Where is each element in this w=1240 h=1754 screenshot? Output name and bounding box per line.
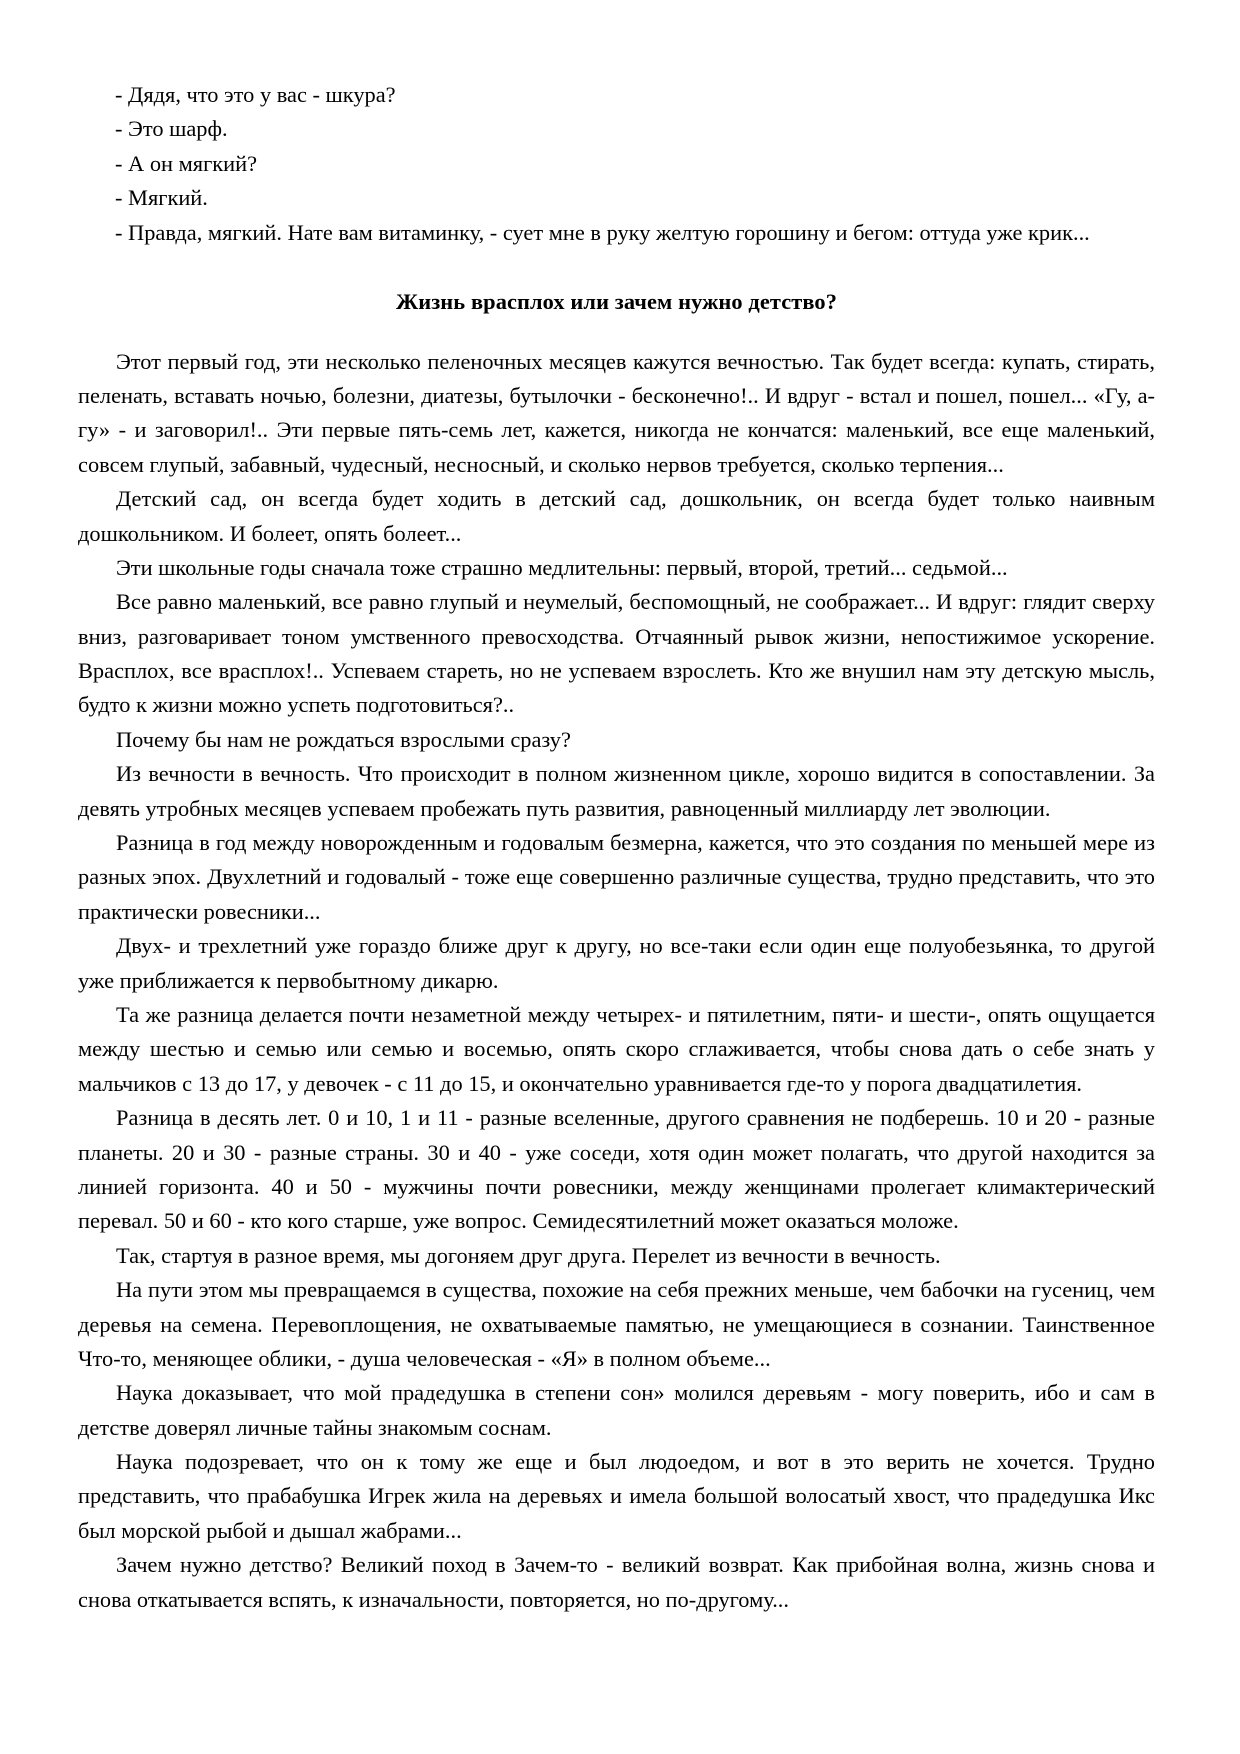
paragraph: Из вечности в вечность. Что происходит в полном жизненном цикле, хорошо видится в сопоставлении. За девять утробных месяцев успеваем пробежать путь развития, равноценный миллиарду лет эволюции. [78, 761, 1155, 821]
dialogue-line: - А он мягкий? [115, 150, 258, 176]
paragraph: На пути этом мы превращаемся в существа, похожие на себя прежних меньше, чем бабочки на гусениц, чем деревья на семена. Перевоплощения, не охватываемые памятью, не умещающиеся в сознании. Таинственное Что-то, меняющее облики, - душа человеческая - «Я» в полном объеме... [78, 1277, 1155, 1371]
dialogue-line: - Правда, мягкий. Нате вам витаминку, - сует мне в руку желтую горошину и бегом: оттуда уже крик... [115, 219, 1090, 245]
paragraph: Наука доказывает, что мой прадедушка в степени сон» молился деревьям - могу поверить, ибо и сам в детстве доверял личные тайны знакомым соснам. [78, 1380, 1155, 1440]
paragraph: Двух- и трехлетний уже гораздо ближе друг к другу, но все-таки если один еще полуобезьянка, то другой уже приближается к первобытному дикарю. [78, 933, 1155, 993]
section-heading: Жизнь врасплох или зачем нужно детство? [395, 288, 838, 314]
dialogue-line: - Это шарф. [115, 116, 228, 142]
paragraph: Та же разница делается почти незаметной между четырех- и пятилетним, пяти- и шести-, опять ощущается между шестью и семью или семью и восемью, опять скоро сглаживается, чтобы снова дать о себе знать у мальчиков с 13 до 17, у девочек - с 11 до 15, и окончательно уравнивается где-то у порога двадцатилетия. [78, 1001, 1155, 1096]
paragraph: Наука подозревает, что он к тому же еще и был людоедом, и вот в это верить не хочется. Трудно представить, что прабабушка Игрек жила на деревьях и имела большой волосатый хвост, что прадедушка Икс был морской рыбой и дышал жабрами... [78, 1449, 1155, 1543]
document-body [78, 78, 1155, 1617]
prose-block [78, 345, 1155, 1617]
paragraph: Так, стартуя в разное время, мы догоняем друг друга. Перелет из вечности в вечность. [116, 1242, 941, 1268]
paragraph: Все равно маленький, все равно глупый и неумелый, беспомощный, не соображает... И вдруг: глядит сверху вниз, разговаривает тоном умственного превосходства. Отчаянный рывок жизни, непостижимое ускорение. Врасплох, все врасплох!.. Успеваем стареть, но не успеваем взрослеть. Кто же внушил нам эту детскую мысль, будто к жизни можно успеть подготовиться?.. [78, 589, 1155, 718]
paragraph: Этот первый год, эти несколько пеленочных месяцев кажутся вечностью. Так будет всегда: купать, стирать, пеленать, вставать ночью, болезни, диатезы, бутылочки - бесконечно!.. И вдруг - встал и пошел, пошел... «Гу, а-гу» - и заговорил!.. Эти первые пять-семь лет, кажется, никогда не кончатся: маленький, все еще маленький, совсем глупый, забавный, чудесный, несносный, и сколько нервов требуется, сколько терпения... [78, 348, 1155, 477]
paragraph: Разница в год между новорожденным и годовалым безмерна, кажется, что это создания по меньшей мере из разных эпох. Двухлетний и годовалый - тоже еще совершенно различные существа, трудно представить, что это практически ровесники... [78, 830, 1155, 924]
paragraph: Зачем нужно детство? Великий поход в Зачем-то - великий возврат. Как прибойная волна, жизнь снова и снова откатывается вспять, к изначальности, повторяется, но по-другому... [78, 1552, 1155, 1612]
paragraph: Разница в десять лет. 0 и 10, 1 и 11 - разные вселенные, другого сравнения не подберешь. 10 и 20 - разные планеты. 20 и 30 - разные страны. 30 и 40 - уже соседи, хотя один может полагать, что другой находится за линией горизонта. 40 и 50 - мужчины почти ровесники, между женщинами пролегает климактерический перевал. 50 и 60 - кто кого старше, уже вопрос. Семидесятилетний может оказаться моложе. [78, 1105, 1155, 1234]
paragraph: Эти школьные годы сначала тоже страшно медлительны: первый, второй, третий... седьмой... [116, 554, 1008, 580]
paragraph: Почему бы нам не рождаться взрослыми сразу? [116, 726, 571, 752]
paragraph: Детский сад, он всегда будет ходить в детский сад, дошкольник, он всегда будет только наивным дошкольником. И болеет, опять болеет... [78, 486, 1155, 546]
dialogue-line: - Мягкий. [115, 185, 208, 211]
dialogue-line: - Дядя, что это у вас - шкура? [115, 82, 396, 107]
dialogue-block [78, 78, 1155, 250]
